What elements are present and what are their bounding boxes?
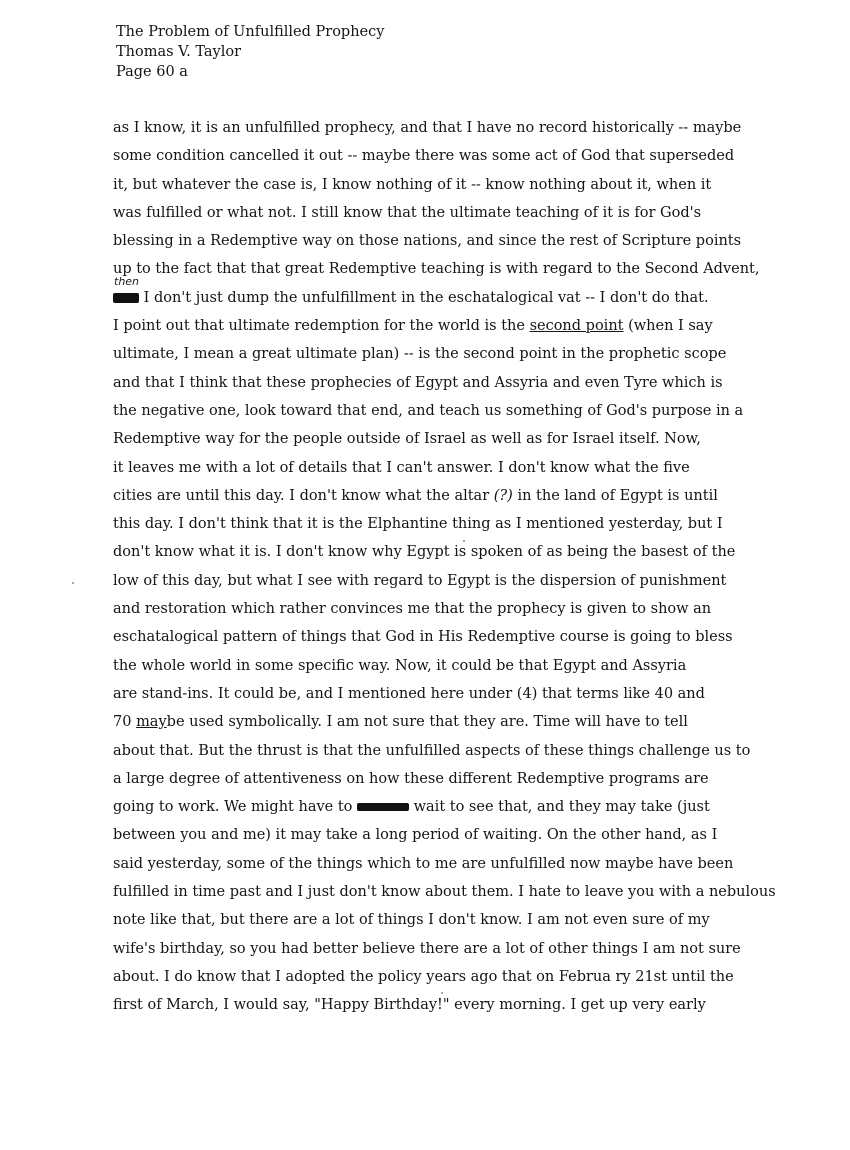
text-line: eschatalogical pattern of things that God in His Redemptive course is going to bless — [113, 629, 733, 646]
scan-speck — [441, 992, 443, 994]
text-segment: be used symbolically. I am not sure that they are. Time will have to tell — [166, 714, 688, 731]
page-number: Page 60 a — [116, 64, 188, 80]
text-line: up to the fact that that great Redemptive teaching is with regard to the Second Advent, — [113, 261, 760, 278]
text-line: don't know what it is. I don't know why Egypt is spoken of as being the basest of the — [113, 544, 736, 561]
text-line — [113, 708, 813, 736]
text-segment: I don't just dump the unfulfillment in the eschatalogical vat -- I don't do that. — [139, 289, 709, 306]
text-line: said yesterday, some of the things which to me are unfulfilled now maybe have been — [113, 855, 734, 872]
text-segment: I point out that ultimate redemption for the world is the — [113, 318, 530, 335]
text-line: this day. I don't think that it is the Elphantine thing as I mentioned yesterday, but I — [113, 516, 723, 533]
text-line: are stand-ins. It could be, and I mentioned here under (4) that terms like 40 and — [113, 685, 705, 702]
text-line: Redemptive way for the people outside of Israel as well as for Israel itself. Now, — [113, 431, 701, 448]
underlined-phrase: may — [136, 714, 167, 731]
text-segment: cities are until this day. I don't know what the altar — [113, 487, 494, 504]
redaction-mark — [357, 803, 409, 811]
handwritten-query-mark: (?) — [493, 487, 513, 504]
text-line: and restoration which rather convinces me that the prophecy is given to show an — [113, 601, 712, 618]
text-line: low of this day, but what I see with regard to Egypt is the dispersion of punishment — [113, 572, 727, 589]
text-line: first of March, I would say, "Happy Birthday!" every morning. I get up very early — [113, 997, 706, 1014]
document-title: The Problem of Unfulfilled Prophecy — [116, 24, 385, 40]
text-line — [113, 312, 813, 340]
scan-speck — [463, 540, 465, 542]
text-segment: going to work. We might have to — [113, 799, 358, 816]
underlined-phrase: second point — [529, 318, 624, 335]
text-line — [113, 793, 813, 821]
redaction-mark — [113, 293, 139, 303]
document-author: Thomas V. Taylor — [116, 44, 242, 60]
text-line: fulfilled in time past and I just don't know about them. I hate to leave you with a nebulous — [113, 884, 776, 901]
body-text — [113, 114, 813, 1020]
text-line: about. I do know that I adopted the policy years ago that on Februa ry 21st until the — [113, 968, 734, 985]
text-line: about that. But the thrust is that the unfulfilled aspects of these things challenge us to — [113, 742, 751, 759]
text-line — [113, 284, 813, 312]
text-line: it leaves me with a lot of details that I can't answer. I don't know what the five — [113, 459, 690, 476]
scan-speck — [72, 582, 74, 584]
text-line: and that I think that these prophecies of Egypt and Assyria and even Tyre which is — [113, 374, 723, 391]
handwritten-insertion: then — [114, 275, 140, 288]
text-line — [113, 482, 813, 510]
text-line: ultimate, I mean a great ultimate plan) -- is the second point in the prophetic scope — [113, 346, 727, 363]
text-line: it, but whatever the case is, I know nothing of it -- know nothing about it, when it — [113, 176, 712, 193]
text-line: some condition cancelled it out -- maybe there was some act of God that superseded — [113, 148, 735, 165]
text-segment: in the land of Egypt is until — [512, 487, 718, 504]
text-line: the negative one, look toward that end, and teach us something of God's purpose in a — [113, 402, 744, 419]
text-line: a large degree of attentiveness on how these different Redemptive programs are — [113, 770, 709, 787]
text-line: was fulfilled or what not. I still know that the ultimate teaching of it is for God's — [113, 204, 702, 221]
text-segment: (when I say — [623, 318, 713, 335]
text-segment: 70 — [113, 714, 137, 731]
text-line: between you and me) it may take a long period of waiting. On the other hand, as I — [113, 827, 718, 844]
text-line: the whole world in some specific way. Now, it could be that Egypt and Assyria — [113, 657, 687, 674]
text-line: as I know, it is an unfulfilled prophecy, and that I have no record historically -- maybe — [113, 120, 742, 136]
text-segment: wait to see that, and they may take (just — [409, 799, 710, 816]
text-line: note like that, but there are a lot of things I don't know. I am not even sure of my — [113, 912, 710, 929]
page-header — [116, 22, 384, 82]
text-line: wife's birthday, so you had better believe there are a lot of other things I am not sure — [113, 940, 741, 957]
text-line: blessing in a Redemptive way on those nations, and since the rest of Scripture points — [113, 233, 742, 250]
